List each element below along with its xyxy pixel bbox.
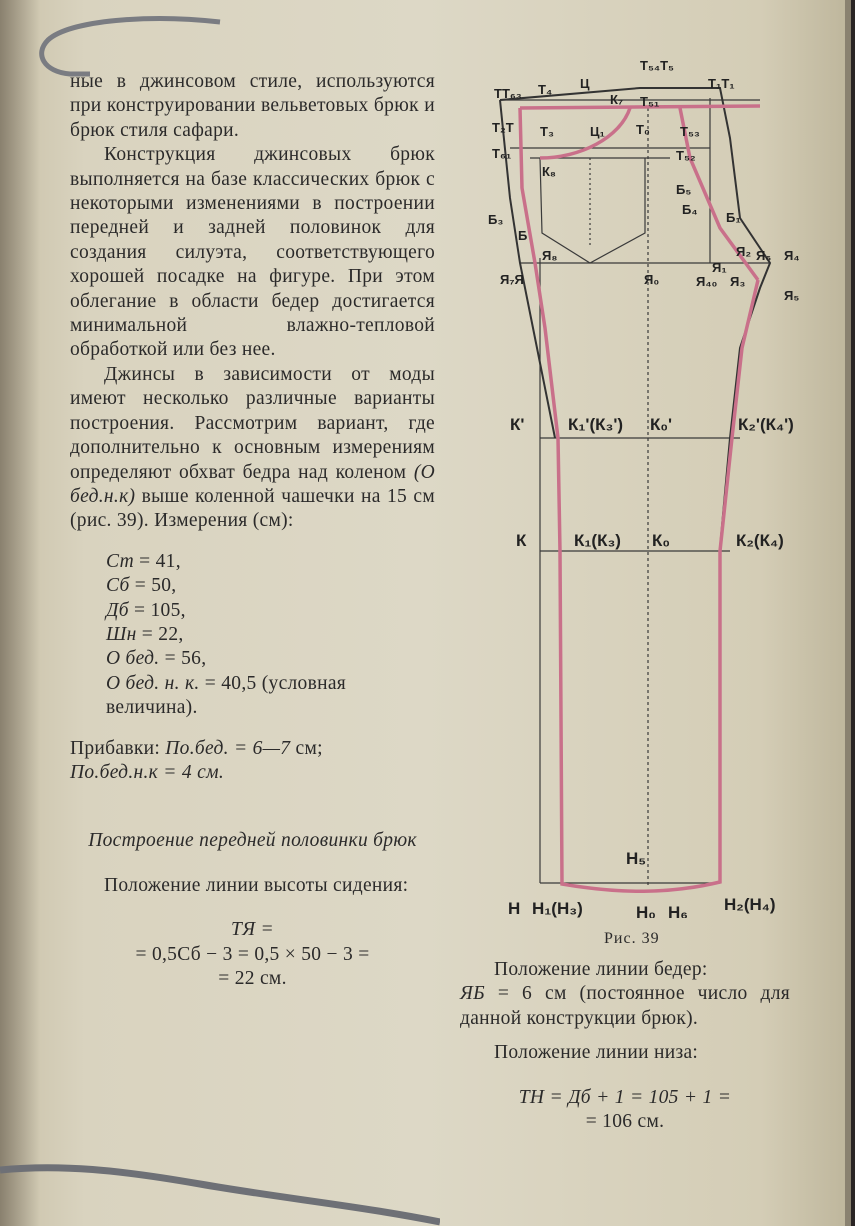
label-t3: Т₃ <box>540 124 554 139</box>
right-text-column <box>460 958 790 1134</box>
label-t0: Т₀ <box>636 122 650 137</box>
label-t1t1: Т₁Т₁ <box>708 76 735 91</box>
label-ya4: Я₄ <box>784 248 800 263</box>
label-b4: Б₄ <box>682 202 698 217</box>
label-h5: Н₅ <box>626 849 647 868</box>
paragraph-hem-line: Положение линии низа: <box>494 1042 699 1064</box>
label-h6: Н₆ <box>668 903 688 918</box>
label-b5: Б₅ <box>676 182 692 197</box>
label-k0-prime: К₀' <box>650 415 673 434</box>
label-t2t: Т₂Т <box>492 120 514 135</box>
label-h2: Н₂(Н₄) <box>724 895 776 914</box>
measurements-list <box>106 550 435 721</box>
label-h0: Н₀ <box>636 903 656 918</box>
left-text-column <box>70 70 435 991</box>
page-gutter-shadow <box>0 0 40 1226</box>
label-ya8: Я₈ <box>542 248 558 263</box>
measurement-item: Дб = 105, <box>106 599 186 621</box>
formula-th: ТН = Дб + 1 = 105 + 1 = = 106 см. <box>518 1086 732 1133</box>
label-ts: Ц <box>580 76 590 91</box>
label-ya5: Я₅ <box>784 288 800 303</box>
label-ya0: Я₀ <box>644 272 660 287</box>
label-ya6: Я₆ <box>756 248 772 263</box>
formula-ty: ТЯ = = 0,5Сб − 3 = 0,5 × 50 − 3 = = 22 см. <box>135 919 370 989</box>
label-b1: Б₁ <box>726 210 741 225</box>
measurement-item: Шн = 22, <box>106 623 184 645</box>
label-k7: К₇ <box>610 92 624 107</box>
label-k2: К₂(К₄) <box>736 531 784 550</box>
measurement-item: О бед. = 56, <box>106 648 207 670</box>
measurement-item: О бед. н. к. = 40,5 (условная величина). <box>106 672 347 719</box>
paragraph-hip-line: Положение линии бедер: ЯБ = 6 см (постоянное число для данной конструкции брюк). <box>460 959 790 1029</box>
measurement-item: Ст = 41, <box>106 550 181 572</box>
label-k1-prime: К₁'(К₃') <box>568 415 624 434</box>
label-t4: Т₄ <box>538 82 553 97</box>
label-t61: Т₆₁ <box>492 146 512 161</box>
figure-caption: Рис. 39 <box>604 930 660 947</box>
label-ts1: Ц₁ <box>590 124 605 139</box>
pattern-drawing <box>480 48 820 918</box>
label-k0: К₀ <box>652 531 671 550</box>
paragraph-1: ные в джинсовом стиле, используются при конструировании вельветовых брюк и брюк стиля сафари. <box>70 71 435 141</box>
paragraph-3: Джинсы в зависимости от моды имеют несколько различные варианты построения. Рассмотрим вариант, где дополнительно к основным измерениям определяют обхват бедра над коленом (О бед.н.к) выше коленной чашечки на 15 см (рис. 39). Измерения (см): <box>70 363 435 532</box>
label-ya3: Я₃ <box>730 274 746 289</box>
label-k1: К₁(К₃) <box>574 531 621 550</box>
measurement-item: Сб = 50, <box>106 575 177 597</box>
label-k: К <box>516 531 527 550</box>
label-b: Б <box>518 228 528 243</box>
label-h1: Н₁(Н₃) <box>532 899 583 918</box>
label-t52: Т₅₂ <box>676 148 696 163</box>
allowances: Прибавки: По.бед. = 6—7 см; По.бед.н.к = 4 см. <box>70 737 323 783</box>
hairpin-clip-bottom <box>0 1150 440 1226</box>
label-t53: Т₅₃ <box>680 124 700 139</box>
label-tt63: ТТ₆₃ <box>494 86 522 101</box>
label-k8: К₈ <box>542 164 557 179</box>
paragraph-2: Конструкция джинсовых брюк выполняется на базе классических брюк с некоторыми изменениями в построении передней и задней половинок для создания силуэта, соответствующего хорошей посадке на фигуре. При этом облегание в области бедер достигается минимальной влажно-тепловой обработкой или без нее. <box>70 144 435 361</box>
label-k2-prime: К₂'(К₄') <box>738 415 794 434</box>
label-t51: Т₅₁ <box>640 94 660 109</box>
label-ya40: Я₄₀ <box>696 274 718 289</box>
label-ya7: Я₇Я <box>500 272 524 287</box>
label-ya2: Я₂ <box>736 244 752 259</box>
label-b3: Б₃ <box>488 212 504 227</box>
label-k-prime: К' <box>510 415 525 434</box>
section-heading: Построение передней половинки брюк <box>88 830 417 852</box>
label-t54t5: Т₅₄Т₅ <box>640 58 674 73</box>
paragraph-4: Положение линии высоты сидения: <box>104 874 409 896</box>
label-ya1: Я₁ <box>712 260 727 275</box>
label-h: Н <box>508 899 521 918</box>
